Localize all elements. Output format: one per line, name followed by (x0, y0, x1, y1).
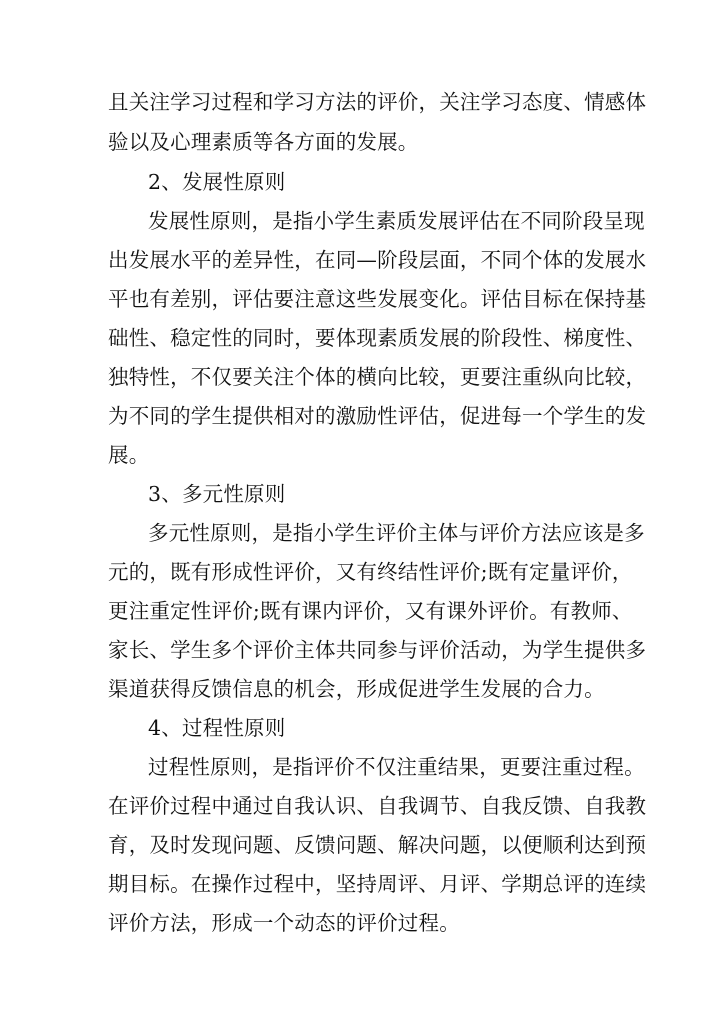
text-line: 育，及时发现问题、反馈问题、解决问题，以便顺利达到预 (108, 833, 647, 857)
text-line: 且关注学习过程和学习方法的评价，关注学习态度、情感体 (108, 90, 647, 114)
text-line: 过程性原则，是指评价不仅注重结果，更要注重过程。 (148, 755, 645, 779)
section-heading: 2、发展性原则 (148, 170, 286, 194)
text-line: 独特性，不仅要关注个体的横向比较，更要注重纵向比较， (108, 365, 647, 389)
text-line: 平也有差别，评估要注意这些发展变化。评估目标在保持基 (108, 287, 647, 311)
text-line: 更注重定性评价;既有课内评价，又有课外评价。有教师、 (108, 599, 633, 623)
text-line: 元的，既有形成性评价，又有终结性评价;既有定量评价， (108, 560, 633, 584)
text-line: 出发展水平的差异性，在同—阶段层面，不同个体的发展水 (108, 248, 647, 272)
section-heading: 3、多元性原则 (148, 482, 286, 506)
text-line: 为不同的学生提供相对的激励性评估，促进每一个学生的发 (108, 404, 647, 428)
text-line: 期目标。在操作过程中，坚持周评、月评、学期总评的连续 (108, 872, 647, 896)
text-line: 础性、稳定性的同时，要体现素质发展的阶段性、梯度性、 (108, 326, 647, 350)
text-line: 多元性原则，是指小学生评价主体与评价方法应该是多 (148, 521, 645, 545)
text-line: 评价方法，形成一个动态的评价过程。 (108, 911, 460, 935)
text-line: 验以及心理素质等各方面的发展。 (108, 130, 419, 154)
text-line: 渠道获得反馈信息的机会，形成促进学生发展的合力。 (108, 677, 605, 701)
text-line: 展。 (108, 443, 150, 467)
section-heading: 4、过程性原则 (148, 716, 286, 740)
text-line: 家长、学生多个评价主体共同参与评价活动，为学生提供多 (108, 638, 647, 662)
text-line: 在评价过程中通过自我认识、自我调节、自我反馈、自我教 (108, 794, 647, 818)
text-line: 发展性原则，是指小学生素质发展评估在不同阶段呈现 (148, 209, 645, 233)
